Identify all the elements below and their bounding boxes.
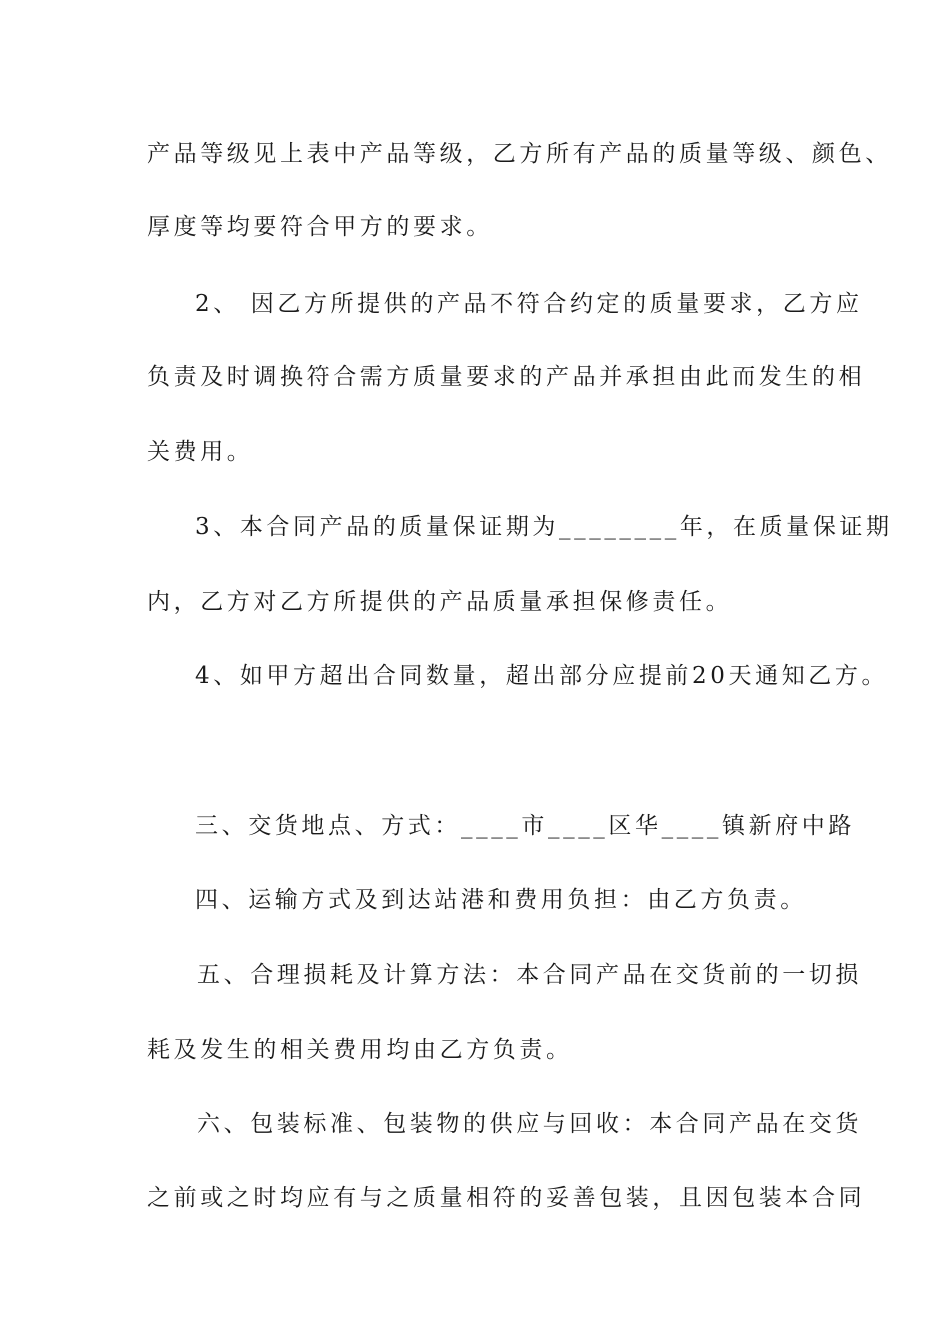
clause-4-line: 4、如甲方超出合同数量，超出部分应提前20天通知乙方。 [195, 663, 889, 689]
text-line: 之前或之时均应有与之质量相符的妥善包装，且因包装本合同 [147, 1185, 866, 1211]
section-6-heading: 六、包装标准、包装物的供应与回收：本合同产品在交货 [197, 1111, 862, 1137]
section-3-heading: 三、交货地点、方式：____市____区华____镇新府中路 [195, 813, 855, 839]
text-line: 产品等级见上表中产品等级，乙方所有产品的质量等级、颜色、 [147, 141, 892, 167]
clause-2-line: 2、 因乙方所提供的产品不符合约定的质量要求，乙方应 [195, 291, 863, 317]
clause-3-line: 3、本合同产品的质量保证期为________年，在质量保证期 [195, 514, 893, 540]
section-4-heading: 四、运输方式及到达站港和费用负担：由乙方负责。 [195, 887, 807, 913]
text-line: 内，乙方对乙方所提供的产品质量承担保修责任。 [147, 589, 733, 615]
text-line: 耗及发生的相关费用均由乙方负责。 [147, 1037, 573, 1063]
text-line: 负责及时调换符合需方质量要求的产品并承担由此而发生的相 [147, 364, 866, 390]
text-line: 厚度等均要符合甲方的要求。 [147, 214, 493, 240]
section-5-heading: 五、合理损耗及计算方法：本合同产品在交货前的一切损 [197, 962, 862, 988]
text-line: 关费用。 [147, 439, 254, 465]
